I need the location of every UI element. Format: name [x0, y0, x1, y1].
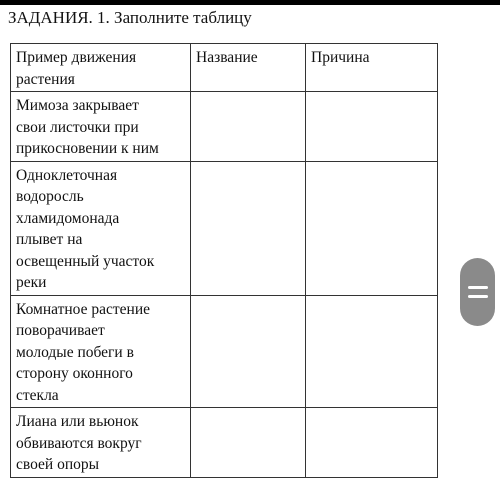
header-example: Пример движения растения: [11, 44, 191, 92]
cell-reason[interactable]: [306, 161, 438, 295]
top-bar: [0, 0, 500, 5]
menu-lines-icon: [468, 295, 488, 298]
table-row: [11, 161, 438, 295]
menu-lines-icon: [468, 286, 488, 289]
table-row: [11, 92, 438, 162]
table-row: [11, 408, 438, 478]
table-header-row: [11, 44, 438, 92]
cell-name[interactable]: [191, 295, 306, 408]
cell-example: Комнатное растение поворачивает молодые побеги в сторону оконного стекла: [11, 295, 191, 408]
task-table: [10, 43, 438, 478]
cell-name[interactable]: [191, 92, 306, 162]
task-title: ЗАДАНИЯ. 1. Заполните таблицу: [8, 8, 252, 27]
table-row: [11, 295, 438, 408]
header-reason: Причина: [306, 44, 438, 92]
cell-example: Одноклеточная водоросль хламидомонада плывет на освещенный участок реки: [11, 161, 191, 295]
cell-reason[interactable]: [306, 92, 438, 162]
header-name: Название: [191, 44, 306, 92]
menu-button[interactable]: [460, 258, 495, 326]
cell-reason[interactable]: [306, 408, 438, 478]
cell-example: Мимоза закрывает свои листочки при прикосновении к ним: [11, 92, 191, 162]
cell-reason[interactable]: [306, 295, 438, 408]
cell-name[interactable]: [191, 161, 306, 295]
cell-name[interactable]: [191, 408, 306, 478]
cell-example: Лиана или вьюнок обвиваются вокруг своей опоры: [11, 408, 191, 478]
